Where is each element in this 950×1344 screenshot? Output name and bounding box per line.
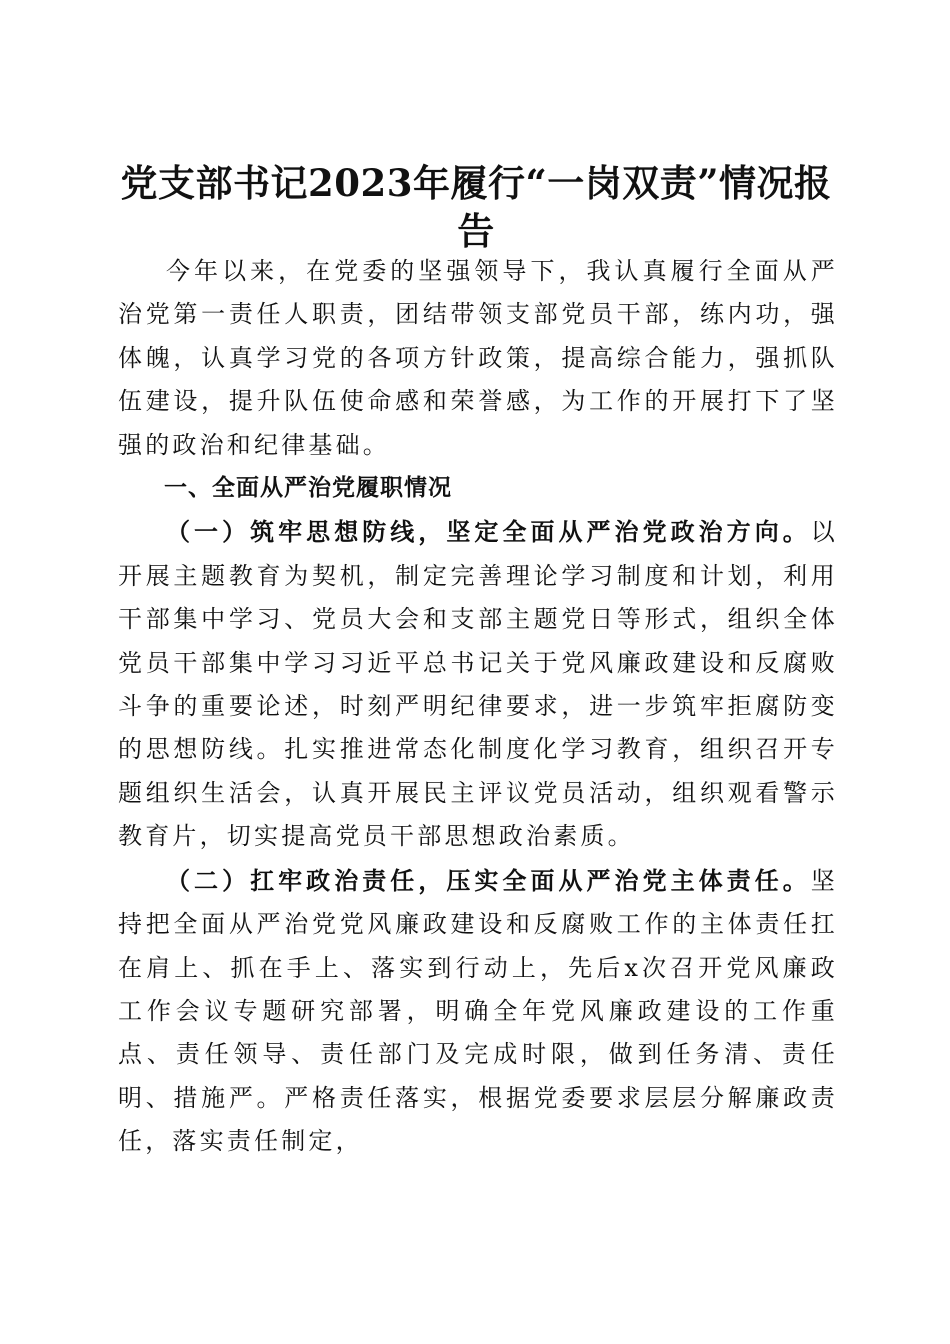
intro-paragraph: 今年以来，在党委的坚强领导下，我认真履行全面从严治党第一责任人职责，团结带领支部党员干部，练内功，强体魄，认真学习党的各项方针政策，提高综合能力，强抓队伍建设，提升队伍使命感和荣誉感，为工作的开展打下了坚强的政治和纪律基础。: [118, 257, 838, 459]
section-item-1-lead: （一）筑牢思想防线，坚定全面从严治党政治方向。: [166, 517, 811, 547]
section-item-2: [118, 859, 838, 1164]
document-title: 党支部书记2023年履行“一岗双责”情况报告: [120, 160, 832, 253]
section-item-2-lead: （二）扛牢政治责任，压实全面从严治党主体责任。: [166, 865, 811, 895]
section-heading: 一、全面从严治党履职情况: [164, 475, 452, 502]
section-item-1: [118, 510, 838, 858]
document-body: [118, 250, 838, 1164]
section-item-1-text: 以开展主题教育为契机，制定完善理论学习制度和计划，利用干部集中学习、党员大会和支部主题党日等形式，组织全体党员干部集中学习习近平总书记关于党风廉政建设和反腐败斗争的重要论述，时刻严明纪律要求，进一步筑牢拒腐防变的思想防线。扎实推进常态化制度化学习教育，组织召开专题组织生活会，认真开展民主评议党员活动，组织观看警示教育片，切实提高党员干部思想政治素质。: [118, 518, 838, 851]
section-item-2-text: 坚持把全面从严治党党风廉政建设和反腐败工作的主体责任扛在肩上、抓在手上、落实到行动上，先后x次召开党风廉政工作会议专题研究部署，明确全年党风廉政建设的工作重点、责任领导、责任部门及完成时限，做到任务清、责任明、措施严。严格责任落实，根据党委要求层层分解廉政责任，落实责任制定，: [118, 866, 838, 1156]
